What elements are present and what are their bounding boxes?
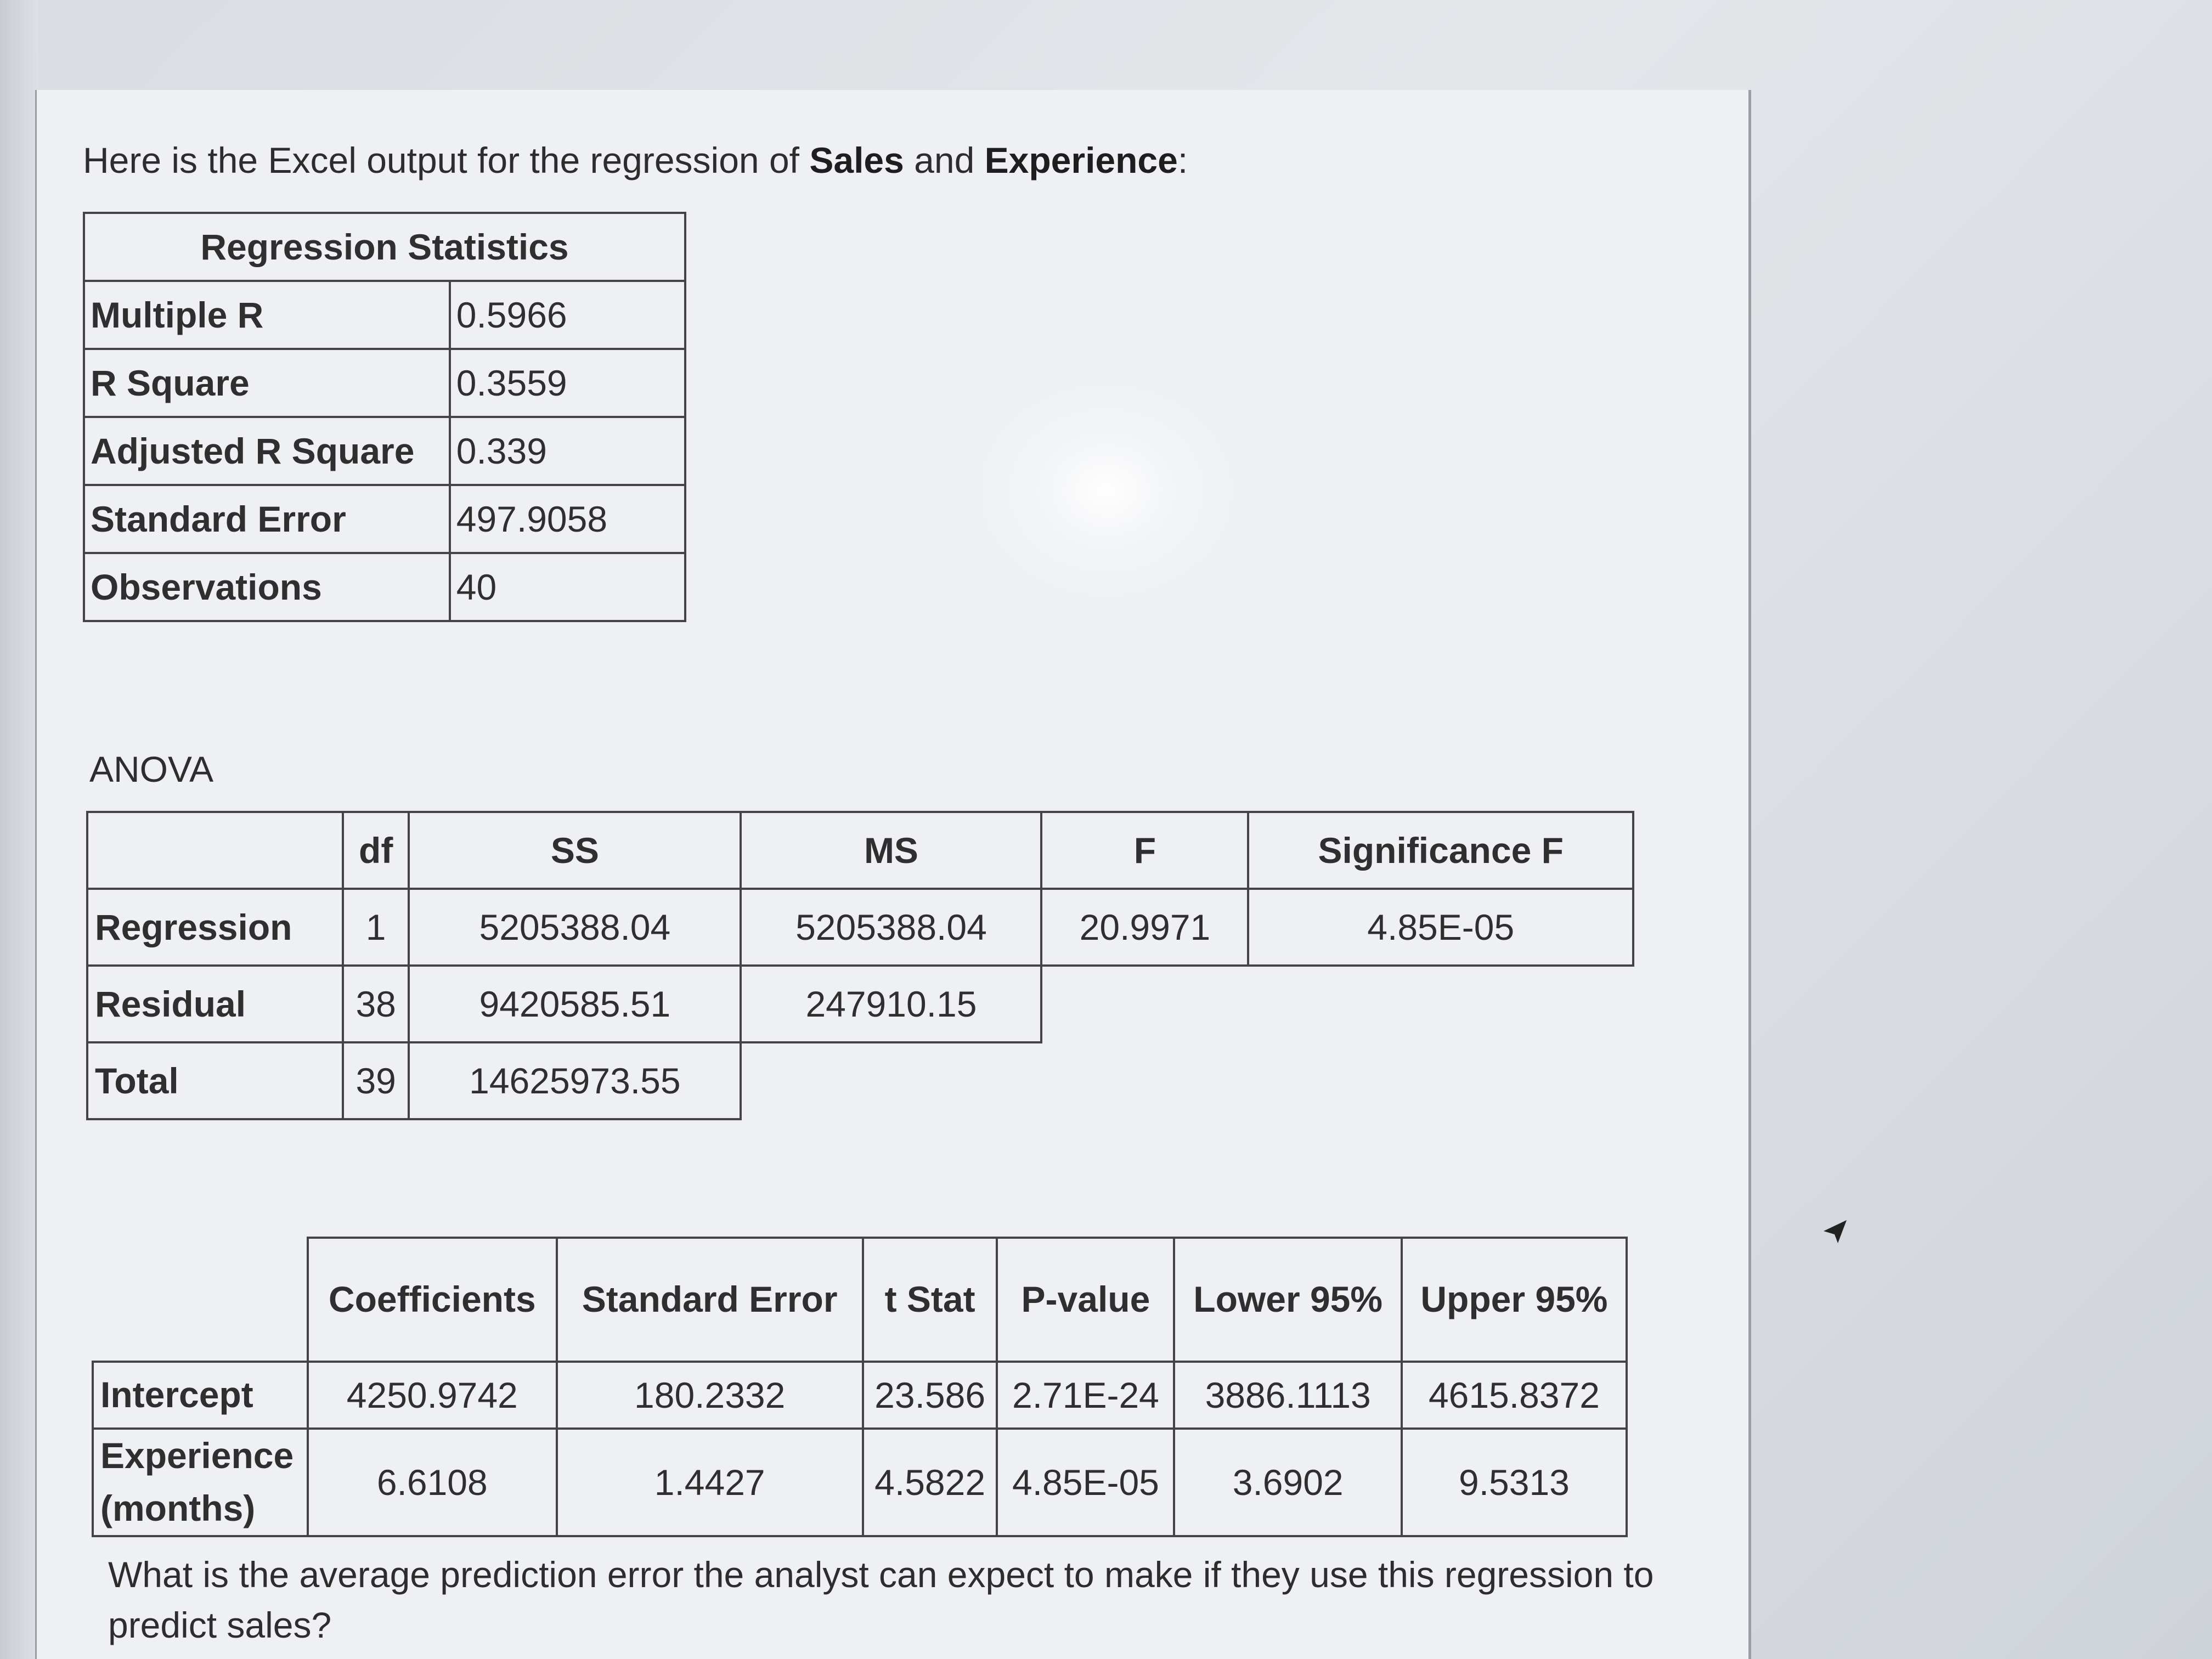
stat-label: Standard Error: [84, 485, 450, 553]
stat-label: Adjusted R Square: [84, 417, 450, 485]
coef-row-label: Intercept: [93, 1362, 308, 1429]
empty-cell: [1041, 966, 1248, 1042]
coef-value: 23.586: [863, 1362, 997, 1429]
empty-cell: [1041, 1042, 1248, 1119]
empty-cell: [1248, 966, 1633, 1042]
coef-value: 3.6902: [1174, 1429, 1401, 1536]
stat-value: 0.5966: [450, 281, 685, 349]
table-row: [84, 553, 685, 621]
anova-header-ms: MS: [741, 812, 1041, 889]
anova-f: 20.9971: [1041, 889, 1248, 966]
stat-value: 0.339: [450, 417, 685, 485]
anova-df: 38: [343, 966, 409, 1042]
table-row: [84, 349, 685, 417]
anova-ms: 5205388.04: [741, 889, 1041, 966]
coef-header: Lower 95%: [1174, 1238, 1401, 1362]
coef-value: 3886.1113: [1174, 1362, 1401, 1429]
intro-text: [83, 139, 1188, 181]
intro-var-sales: Sales: [809, 140, 904, 180]
anova-header-significance-f: Significance F: [1248, 812, 1633, 889]
coef-value: 4.85E-05: [997, 1429, 1174, 1536]
anova-title: ANOVA: [89, 749, 214, 789]
regression-statistics-table: [83, 212, 686, 622]
coef-header: P-value: [997, 1238, 1174, 1362]
anova-df: 39: [343, 1042, 409, 1119]
table-row: [93, 1362, 1627, 1429]
coefficients-table: [92, 1237, 1628, 1537]
anova-df: 1: [343, 889, 409, 966]
stat-label: Multiple R: [84, 281, 450, 349]
anova-row-label: Residual: [87, 966, 343, 1042]
anova-header-f: F: [1041, 812, 1248, 889]
anova-table: [86, 811, 1634, 1120]
coef-header: Upper 95%: [1402, 1238, 1627, 1362]
intro-prefix: Here is the Excel output for the regression of: [83, 140, 810, 180]
coef-value: 2.71E-24: [997, 1362, 1174, 1429]
empty-cell: [93, 1238, 308, 1362]
coef-header: Standard Error: [557, 1238, 863, 1362]
anova-header-ss: SS: [409, 812, 741, 889]
stat-value: 0.3559: [450, 349, 685, 417]
empty-cell: [741, 1042, 1041, 1119]
coef-value: 1.4427: [557, 1429, 863, 1536]
coef-value: 4615.8372: [1402, 1362, 1627, 1429]
intro-var-experience: Experience: [984, 140, 1178, 180]
question-text: What is the average prediction error the analyst can expect to make if they use this regression to predict sales?: [108, 1554, 1654, 1646]
coef-value: 4250.9742: [308, 1362, 557, 1429]
coef-value: 4.5822: [863, 1429, 997, 1536]
stat-label: Observations: [84, 553, 450, 621]
anova-ss: 9420585.51: [409, 966, 741, 1042]
anova-header-row: [87, 812, 1633, 889]
regression-statistics-title: Regression Statistics: [84, 213, 685, 281]
stat-value: 497.9058: [450, 485, 685, 553]
anova-row-label: Regression: [87, 889, 343, 966]
anova-ss: 14625973.55: [409, 1042, 741, 1119]
question-page: [35, 90, 1751, 1659]
mouse-pointer-icon: [1819, 1216, 1852, 1249]
coef-header: t Stat: [863, 1238, 997, 1362]
anova-header-df: df: [343, 812, 409, 889]
table-row: [87, 1042, 1633, 1119]
empty-cell: [1248, 1042, 1633, 1119]
table-row: [93, 1429, 1627, 1536]
screen-bezel: [0, 0, 38, 1659]
stat-label: R Square: [84, 349, 450, 417]
coef-row-label: Experience (months): [93, 1429, 308, 1536]
intro-middle: and: [904, 140, 985, 180]
screen-glare: [969, 375, 1244, 606]
table-row: [84, 485, 685, 553]
anova-ms: 247910.15: [741, 966, 1041, 1042]
table-row: [84, 281, 685, 349]
anova-significance-f: 4.85E-05: [1248, 889, 1633, 966]
intro-suffix: :: [1177, 140, 1188, 180]
coefficients-header-row: [93, 1238, 1627, 1362]
anova-row-label: Total: [87, 1042, 343, 1119]
coef-value: 180.2332: [557, 1362, 863, 1429]
coef-value: 9.5313: [1402, 1429, 1627, 1536]
stat-value: 40: [450, 553, 685, 621]
table-row: [87, 889, 1633, 966]
coef-value: 6.6108: [308, 1429, 557, 1536]
anova-corner-cell: [87, 812, 343, 889]
table-row: [87, 966, 1633, 1042]
anova-ss: 5205388.04: [409, 889, 741, 966]
table-row: [84, 417, 685, 485]
coef-header: Coefficients: [308, 1238, 557, 1362]
